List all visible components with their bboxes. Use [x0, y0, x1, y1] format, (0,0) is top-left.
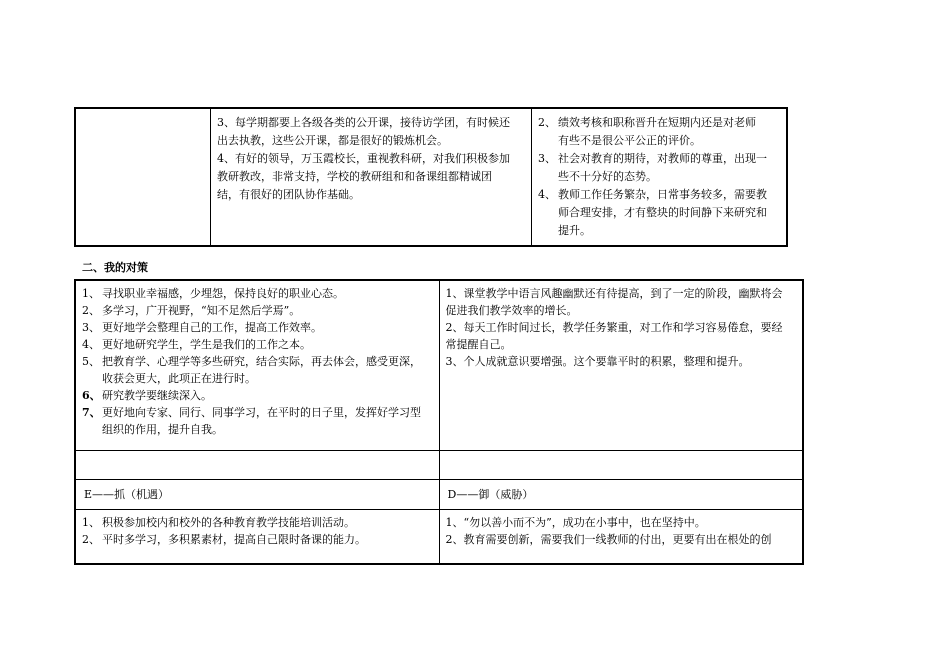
list-item — [538, 150, 780, 186]
item-text: 师合理安排，才有整块的时间静下来研究和 — [558, 206, 767, 219]
item-number: 1、 — [82, 287, 100, 300]
item-number: 2、 — [82, 304, 100, 317]
item-number: 5、 — [82, 355, 100, 368]
item-number: 1、 — [82, 515, 100, 529]
list-item — [538, 186, 780, 240]
item-text: 把教育学、心理学等多些研究，结合实际，再去体会，感受更深， — [102, 355, 421, 368]
item-text: 绩效考核和职称晋升在短期内还是对老师 — [558, 116, 756, 129]
text-line: 促进我们教学效率的增长。 — [445, 304, 578, 317]
text-line: 常提醒自己。 — [445, 338, 512, 351]
item-text: 组织的作用，提升自我。 — [102, 423, 223, 436]
item-text: 平时多学习，多积累素材，提高自己限时备课的能力。 — [102, 532, 366, 546]
item-text: 更好地向专家、同行、同事学习，在平时的日子里，发挥好学习型 — [102, 406, 421, 419]
list-item — [82, 319, 433, 336]
list-item — [82, 285, 433, 302]
empty-cell — [75, 450, 439, 479]
strengths-cell — [211, 108, 532, 246]
item-number: 3、 — [538, 152, 556, 165]
item-text: 教师工作任务繁杂，日常事务较多，需要教 — [558, 188, 767, 201]
threats-response-cell — [439, 509, 803, 564]
list-item — [82, 531, 433, 548]
text-line: 教研教改，非常支持，学校的教研组和和备课组都精诚团 — [217, 170, 492, 183]
list-item — [82, 514, 433, 531]
item-text: 寻找职业幸福感，少埋怨，保持良好的职业心态。 — [102, 287, 344, 300]
item-text: 多学习，广开视野，“知不足然后学焉”。 — [102, 304, 301, 317]
list-item — [538, 114, 780, 150]
item-text: 积极参加校内和校外的各种教育教学技能培训活动。 — [102, 515, 355, 529]
list-item — [82, 353, 433, 387]
strategy-table — [74, 279, 804, 565]
swot-table-top — [74, 107, 788, 247]
item-number: 4、 — [538, 188, 556, 201]
item-number: 3、 — [82, 321, 100, 334]
opportunities-header: E——抓（机遇） — [75, 479, 439, 509]
item-number: 6、 — [82, 389, 101, 402]
item-text: 社会对教育的期待，对教师的尊重，出现一 — [558, 152, 767, 165]
text-line: 3、每学期都要上各级各类的公开课，接待访学团，有时候还 — [217, 116, 510, 129]
empty-cell — [439, 450, 803, 479]
item-text: 些不十分好的态势。 — [558, 170, 657, 183]
text-line: 3、个人成就意识要增强。这个要靠平时的积累，整理和提升。 — [445, 355, 750, 368]
item-text: 收获会更大，此项正在进行时。 — [102, 372, 256, 385]
text-line: 1、课堂教学中语言风趣幽默还有待提高，到了一定的阶段，幽默将会 — [445, 287, 783, 300]
list-item — [82, 404, 433, 438]
text-line: 2、每天工作时间过长，教学任务繁重，对工作和学习容易倦怠，要经 — [445, 321, 783, 334]
text-line: 2、教育需要创新，需要我们一线教师的付出，更要有出在根处的创 — [445, 532, 772, 546]
item-number: 2、 — [82, 532, 100, 546]
item-text: 提升。 — [558, 224, 591, 237]
threats-cell — [532, 108, 788, 246]
opportunities-cell — [75, 509, 439, 564]
text-line: 出去执教，这些公开课，都是很好的锻炼机会。 — [217, 134, 448, 147]
item-number: 4、 — [82, 338, 100, 351]
section-heading: 二、我的对策 — [82, 261, 148, 274]
item-text: 有些不是很公平公正的评价。 — [558, 134, 701, 147]
strategy-right-cell — [439, 280, 803, 450]
empty-cell — [75, 108, 211, 246]
strategy-left-cell — [75, 280, 439, 450]
list-item — [82, 302, 433, 319]
text-line: 结，有很好的团队协作基础。 — [217, 188, 360, 201]
text-line: 1、“勿以善小而不为”，成功在小事中，也在坚持中。 — [445, 515, 706, 529]
text-line: 4、有好的领导，万玉霞校长，重视教科研，对我们积极参加 — [217, 152, 510, 165]
list-item — [82, 336, 433, 353]
list-item — [82, 387, 433, 404]
item-text: 更好地研究学生，学生是我们的工作之本。 — [102, 338, 311, 351]
item-text: 更好地学会整理自己的工作，提高工作效率。 — [102, 321, 322, 334]
item-number: 2、 — [538, 116, 556, 129]
item-number: 7、 — [82, 406, 101, 419]
threats-header: D——御（威胁） — [439, 479, 803, 509]
item-text: 研究教学要继续深入。 — [102, 389, 212, 402]
